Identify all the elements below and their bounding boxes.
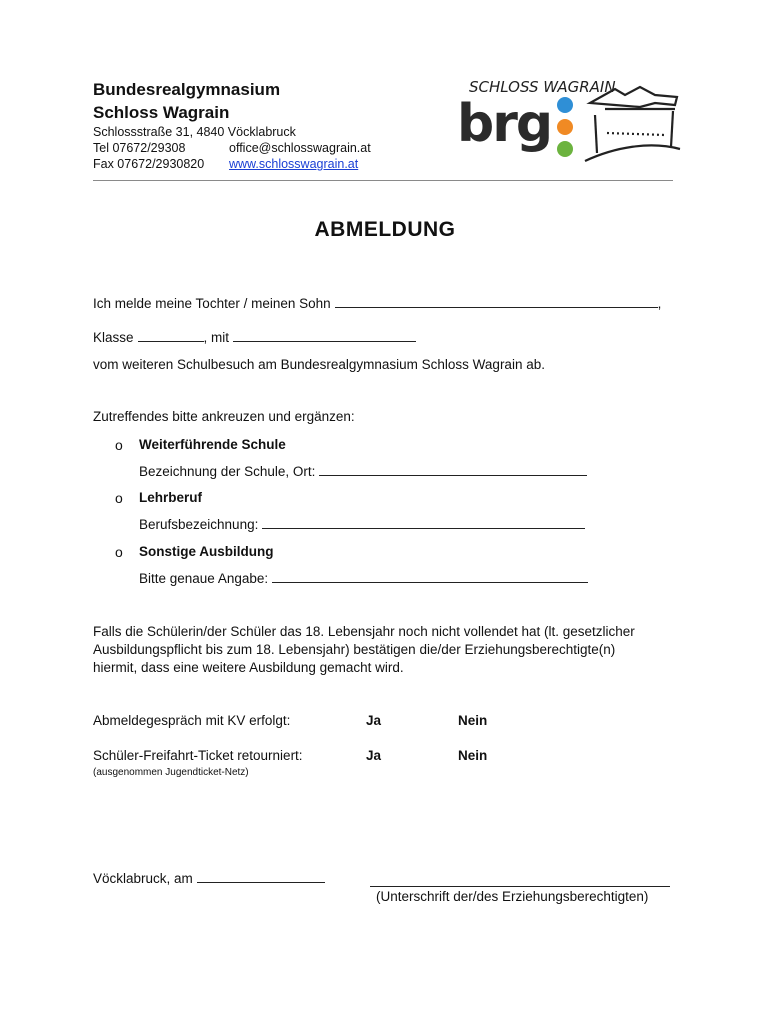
- q2-note: (ausgenommen Jugendticket-Netz): [93, 767, 249, 778]
- age-paragraph: [93, 623, 635, 677]
- header-divider: [93, 180, 673, 181]
- deregistration-text: vom weiteren Schulbesuch am Bundesrealgymnasium Schloss Wagrain ab.: [93, 357, 545, 372]
- q2-yes-option[interactable]: Ja: [366, 748, 382, 763]
- signature-label: (Unterschrift der/des Erziehungsberechtigten): [376, 889, 649, 904]
- contact-row-tel: [93, 140, 393, 156]
- place-date-field[interactable]: [197, 870, 325, 883]
- profession-field[interactable]: [262, 516, 585, 529]
- class-row: [93, 329, 416, 347]
- q1-yes-option[interactable]: Ja: [366, 713, 382, 728]
- date-label: , mit: [203, 330, 230, 345]
- age-paragraph-line2: Ausbildungspflicht bis zum 18. Lebensjahr) bestätigen die/der Erziehungsberechtigte(n): [93, 642, 616, 657]
- other-details-field[interactable]: [272, 570, 588, 583]
- profession-field-label: Berufsbezeichnung:: [139, 517, 259, 532]
- profession-row: [139, 516, 585, 534]
- option-label-further-school: Weiterführende Schule: [139, 437, 286, 452]
- school-name-row: [139, 463, 587, 481]
- option-label-apprenticeship: Lehrberuf: [139, 490, 203, 505]
- address: Schlossstraße 31, 4840 Vöcklabruck: [93, 125, 296, 139]
- q1-label: Abmeldegespräch mit KV erfolgt:: [93, 713, 291, 728]
- logo-dot-blue: [557, 97, 573, 113]
- logo-dot-green: [557, 141, 573, 157]
- logo-castle-icon: [585, 87, 680, 161]
- class-field[interactable]: [138, 329, 204, 342]
- contact-row-fax: [93, 156, 393, 172]
- school-logo: [455, 75, 685, 165]
- age-paragraph-line1: Falls die Schülerin/der Schüler das 18. Lebensjahr noch nicht vollendet hat (lt. gesetzlicher: [93, 624, 635, 639]
- tel: Tel 07672/29308: [93, 141, 186, 155]
- fax: Fax 07672/2930820: [93, 157, 205, 171]
- other-details-field-label: Bitte genaue Angabe:: [139, 571, 269, 586]
- student-name-comma: ,: [657, 296, 662, 311]
- q1-no-option[interactable]: Nein: [458, 713, 488, 728]
- other-details-row: [139, 570, 588, 588]
- school-name-line2: Schloss Wagrain: [93, 103, 230, 122]
- age-paragraph-line3: hiermit, dass eine weitere Ausbildung gemacht wird.: [93, 660, 404, 675]
- logo-main-text: brg: [457, 94, 552, 154]
- q2-label: Schüler-Freifahrt-Ticket retourniert:: [93, 748, 303, 763]
- date-field[interactable]: [233, 329, 416, 342]
- place-date-label: Vöcklabruck, am: [93, 871, 193, 886]
- logo-dot-orange: [557, 119, 573, 135]
- class-label: Klasse: [93, 330, 134, 345]
- option-checkbox-apprenticeship[interactable]: o: [115, 490, 123, 506]
- option-checkbox-further-school[interactable]: o: [115, 437, 123, 453]
- signature-field[interactable]: [370, 869, 670, 887]
- student-name-field[interactable]: [335, 295, 658, 308]
- place-date-row: [93, 870, 325, 888]
- school-name: [93, 78, 280, 124]
- school-name-field-label: Bezeichnung der Schule, Ort:: [139, 464, 316, 479]
- email: office@schlosswagrain.at: [229, 141, 371, 155]
- student-name-label: Ich melde meine Tochter / meinen Sohn: [93, 296, 331, 311]
- logo-top-text: SCHLOSS WAGRAIN: [469, 78, 616, 96]
- school-name-field[interactable]: [319, 463, 587, 476]
- website-link[interactable]: www.schlosswagrain.at: [229, 157, 359, 171]
- school-name-line1: Bundesrealgymnasium: [93, 80, 281, 99]
- student-name-row: [93, 295, 661, 313]
- option-label-other: Sonstige Ausbildung: [139, 544, 274, 559]
- q2-no-option[interactable]: Nein: [458, 748, 488, 763]
- page-title: ABMELDUNG: [314, 218, 456, 241]
- option-checkbox-other[interactable]: o: [115, 544, 123, 560]
- instruction-text: Zutreffendes bitte ankreuzen und ergänzen:: [93, 409, 355, 424]
